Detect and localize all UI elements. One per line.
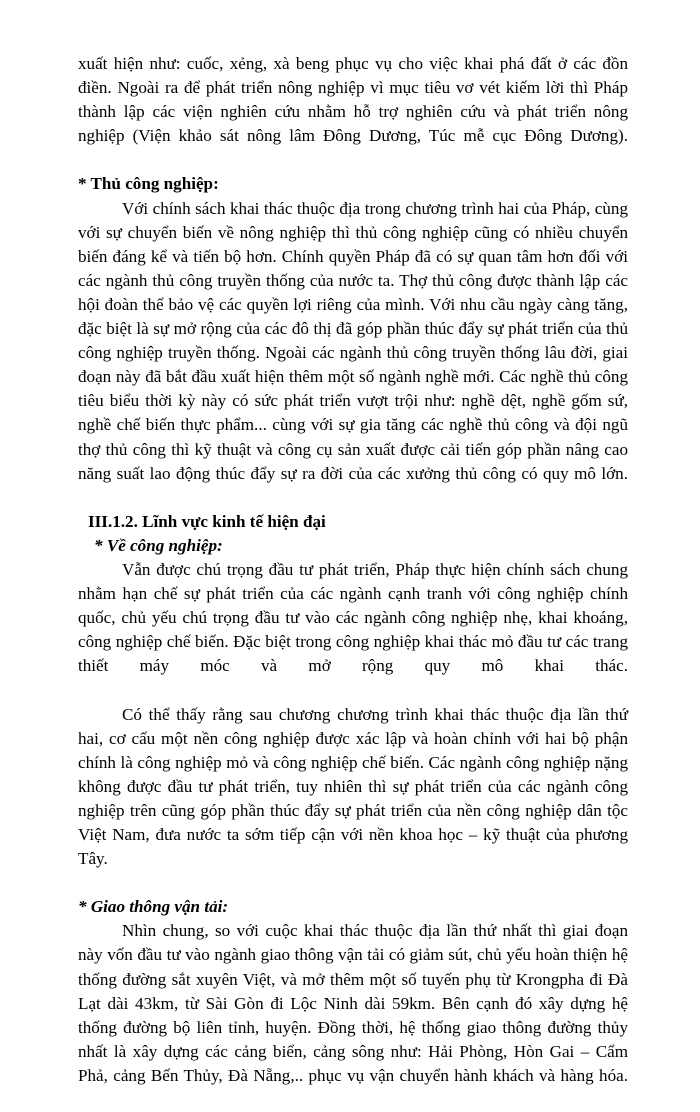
paragraph-transportation-detail: Nhìn chung, so với cuộc khai thác thuộc địa lần thứ nhất thì giai đoạn này vốn đầu tư vào ngành giao thông vận tải có giảm sút, chủ yếu hoàn thiện hệ thống đường sắt xuyên Việt, và mở thêm một số tuyến phụ từ Krongpha đi Đà Lạt dài 43km, từ Sài Gòn đi Lộc Ninh dài 59km. Bên cạnh đó xây dựng hệ thống đường bộ liên tỉnh, huyện. Đồng thời, hệ thống giao thông đường thủy nhất là xây dựng các cảng biển, cảng sông như: Hải Phòng, Hòn Gai – Cẩm Phả, cảng Bến Thủy, Đà Nẵng,.. phục vụ vận chuyển hành khách và hàng hóa. (78, 921, 628, 1085)
paragraph-agriculture-tools: xuất hiện như: cuốc, xẻng, xà beng phục vụ cho việc khai phá đất ở các đồn điền. Ngoài ra để phát triển nông nghiệp vì mục tiêu vơ vét kiếm lời thì Pháp thành lập các viện nghiên cứu nhằm hỗ trợ nghiên cứu và phát triển nông nghiệp (Viện khảo sát nông lâm Đông Dương, Túc mễ cục Đông Dương). (78, 54, 628, 146)
heading-handicraft-industry: * Thủ công nghiệp: (78, 174, 219, 194)
heading-section-iii-1-2: III.1.2. Lĩnh vực kinh tế hiện đại (88, 511, 326, 531)
paragraph-industry-investment: Vẫn được chú trọng đầu tư phát triển, Pháp thực hiện chính sách chung nhằm hạn chế sự phát triển của các ngành cạnh tranh với công nghiệp chính quốc, chủ yếu chú trọng đầu tư vào các ngành công nghiệp nhẹ, khai khoáng, công nghiệp chế biến. Đặc biệt trong công nghiệp khai thác mỏ đầu tư các trang thiết máy móc và mở rộng quy mô khai thác. (78, 559, 628, 676)
paragraph-handicraft-development: Với chính sách khai thác thuộc địa trong chương trình hai của Pháp, cùng với sự chuyển biến về nông nghiệp thì thủ công nghiệp cũng có nhiều chuyển biến đáng kể và tiến bộ hơn. Chính quyền Pháp đã có sự quan tâm hơn đối với các ngành thủ công truyền thống của nước ta. Thợ thủ công được thành lập các hội đoàn thể bảo vệ các quyền lợi riêng của mình. Với nhu cầu ngày càng tăng, đặc biệt là sự mở rộng của các đô thị đã góp phần thúc đẩy sự phát triển của thủ công nghiệp truyền thống. Ngoài các ngành thủ công truyền thống lâu đời, giai đoạn này đã bắt đầu xuất hiện thêm một số ngành nghề mới. Các nghề thủ công tiêu biểu thời kỳ này có sức phát triển vượt trội như: nghề dệt, nghề gốm sứ, nghề chế biến thực phẩm... cùng với sự gia tăng các nghề thủ công và đội ngũ thợ thủ công thì kỹ thuật và công cụ sản xuất được cải tiến góp phần nâng cao năng suất lao động thúc đẩy sự ra đời của các xưởng thủ công có quy mô lớn. (78, 198, 628, 483)
document-text-column (78, 52, 628, 1112)
paragraph-industry-structure: Có thể thấy rằng sau chương chương trình khai thác thuộc địa lần thứ hai, cơ cấu một nền công nghiệp được xác lập và hoàn chỉnh với hai bộ phận chính là công nghiệp mỏ và công nghiệp chế biến. Các ngành công nghiệp nặng không được đầu tư phát triển, tuy nhiên thì sự phát triển của các ngành công nghiệp trên cũng góp phần thúc đẩy sự phát triển của nền công nghiệp dân tộc Việt Nam, đưa nước ta sớm tiếp cận với nền khoa học – kỹ thuật của phương Tây. (78, 704, 628, 869)
heading-about-industry: * Về công nghiệp: (94, 535, 223, 555)
heading-transportation: * Giao thông vận tải: (78, 897, 229, 917)
